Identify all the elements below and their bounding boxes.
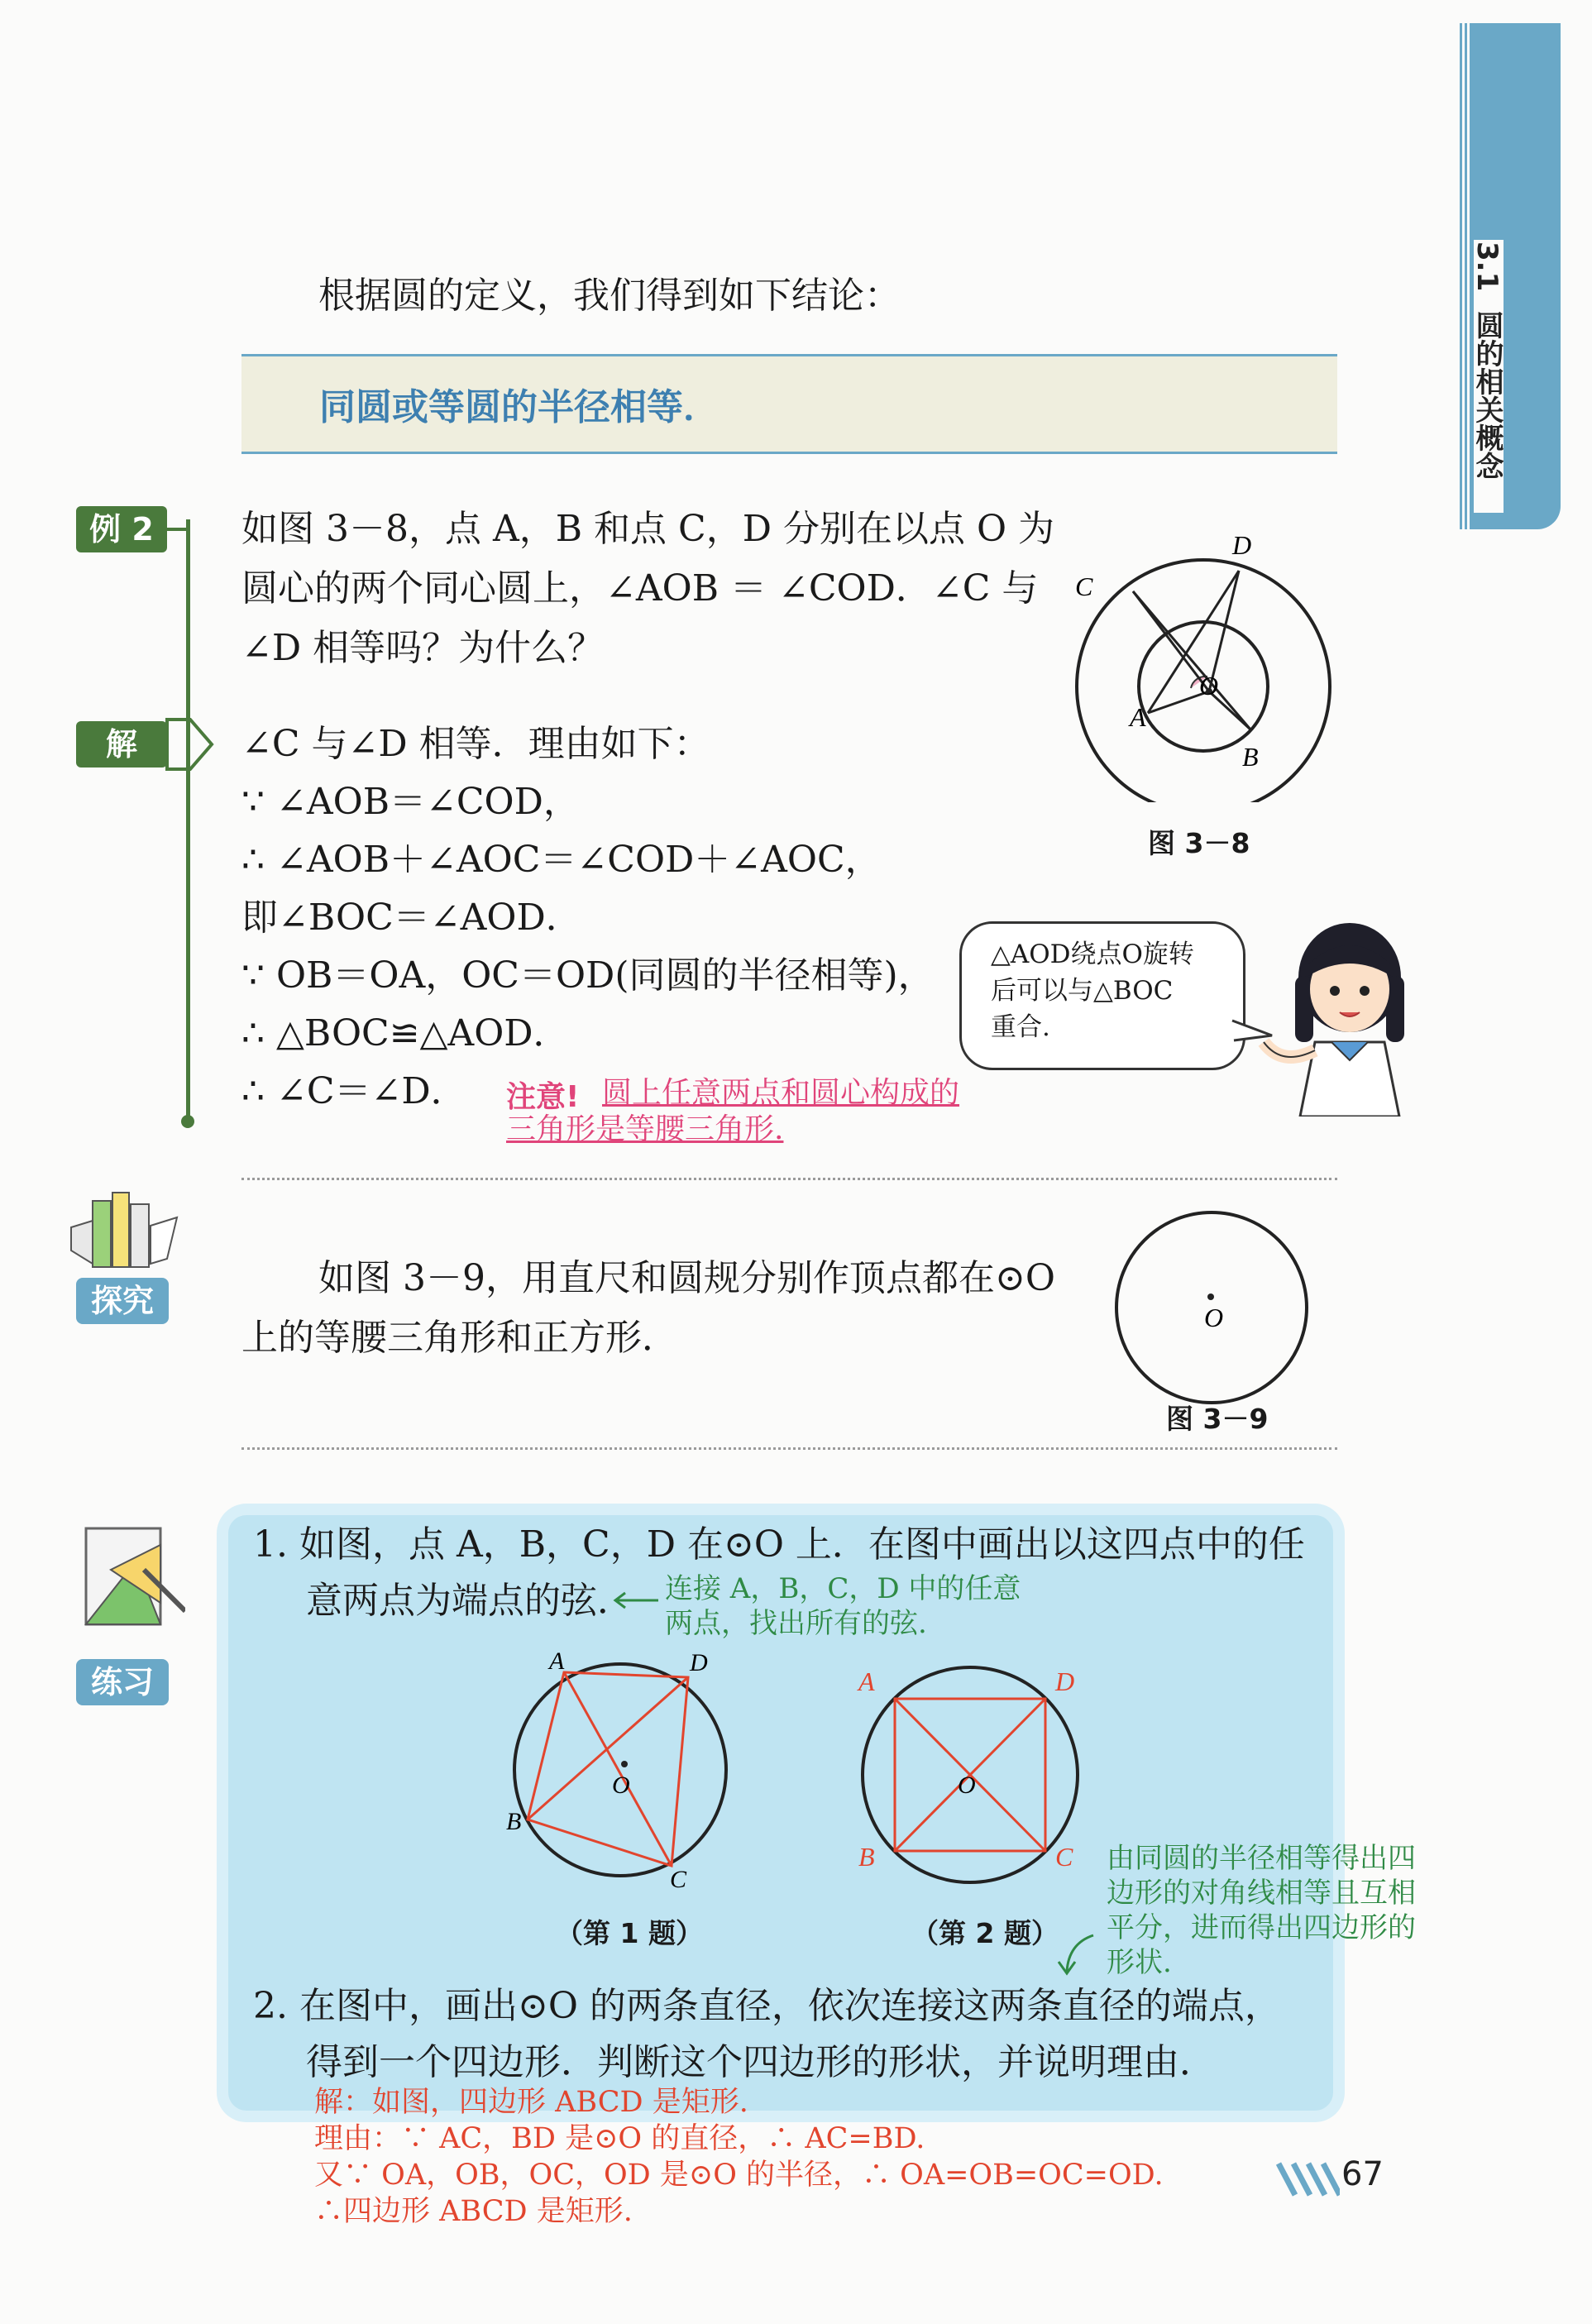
answer-line-3: 又∵ OA，OB，OC，OD 是⊙O 的半径，∴ OA=OB=OC=OD.: [314, 2159, 1164, 2192]
side-hint-arrow-icon: [1052, 1927, 1102, 1977]
solution-line-3: ∴ ∠AOB＋∠AOC＝∠COD＋∠AOC，: [241, 839, 882, 881]
solution-line-4: 即∠BOC＝∠AOD．: [241, 897, 582, 939]
example-vertical-line: [186, 519, 190, 1121]
explore-badge: 探究: [76, 1278, 169, 1324]
separator-2: [241, 1447, 1337, 1450]
q1-line-2: 意两点为端点的弦．: [306, 1580, 633, 1622]
side-hint-line-4: 形状.: [1107, 1946, 1172, 1979]
page-number: 67: [1341, 2155, 1384, 2193]
vertical-line-end-dot: [181, 1115, 194, 1128]
solution-line-2: ∵ ∠AOB＝∠COD，: [241, 781, 580, 823]
fig8-label-a: A: [1130, 702, 1146, 732]
fig8-label-c: C: [1075, 571, 1093, 601]
q2-label-a: A: [858, 1666, 875, 1696]
figure-q1: [496, 1646, 744, 1894]
note-label: 注意!: [506, 1080, 580, 1114]
example-line-1: 如图 3－8，点 A，B 和点 C，D 分别在以点 O 为: [241, 508, 1055, 550]
q1-label-d: D: [690, 1649, 708, 1676]
intro-text: 根据圆的定义，我们得到如下结论：: [318, 275, 901, 317]
separator-1: [241, 1178, 1337, 1180]
explore-line-1: 如图 3－9，用直尺和圆规分别作顶点都在⊙O: [318, 1257, 1055, 1299]
hint-arrow-icon: [612, 1588, 662, 1613]
fig1-caption: （第 1 题）: [556, 1917, 703, 1949]
page-stripes-icon: [1274, 2159, 1340, 2200]
q1-label-b: B: [506, 1808, 522, 1835]
q1-hint-line-2: 两点，找出所有的弦.: [665, 1607, 927, 1640]
q2-label-o: O: [958, 1772, 976, 1799]
solution-line-7: ∴ ∠C＝∠D．: [241, 1070, 467, 1112]
q2-label-d: D: [1055, 1666, 1075, 1696]
figure-q2: [844, 1651, 1108, 1891]
answer-line-4: ∴四边形 ABCD 是矩形.: [314, 2195, 633, 2228]
conclusion-text: 同圆或等圆的半径相等．: [319, 386, 720, 428]
figure-3-8: [1059, 529, 1340, 802]
q1-hint-line-1: 连接 A，B，C，D 中的任意: [665, 1572, 1021, 1605]
bubble-line-1: △AOD绕点O旋转: [991, 940, 1194, 969]
q2-label-b: B: [858, 1842, 875, 1872]
answer-line-2: 理由：∵ AC，BD 是⊙O 的直径，∴ AC=BD.: [314, 2122, 925, 2155]
side-hint-line-2: 边形的对角线相等且互相: [1107, 1877, 1416, 1910]
q2-line-1: 2. 在图中，画出⊙O 的两条直径，依次连接这两条直径的端点，: [253, 1985, 1281, 2027]
side-hint-line-1: 由同圆的半径相等得出四: [1107, 1842, 1416, 1875]
fig2-caption: （第 2 题）: [911, 1917, 1059, 1949]
q2-label-c: C: [1055, 1842, 1073, 1872]
books-icon: [68, 1184, 184, 1275]
q2-line-2: 得到一个四边形．判断这个四边形的形状，并说明理由．: [306, 2041, 1216, 2083]
solution-line-5: ∵ OB＝OA，OC＝OD(同圆的半径相等)，: [241, 954, 935, 997]
example-line-3: ∠D 相等吗？为什么？: [241, 627, 605, 669]
practice-notebook-icon: [61, 1512, 185, 1636]
solution-arrow-icon: [165, 716, 215, 772]
fig8-label-o: O: [1199, 671, 1219, 701]
solution-badge: 解: [76, 721, 167, 767]
q1-label-a: A: [549, 1647, 565, 1675]
badge-connector: [165, 528, 189, 531]
girl-illustration: [1257, 910, 1447, 1117]
example-line-2: 圆心的两个同心圆上，∠AOB ＝ ∠COD．∠C 与: [241, 567, 1039, 610]
side-tab-section: 3.1 圆的相关概念: [1470, 241, 1504, 480]
figure-3-8-caption: 图 3－8: [1148, 827, 1250, 859]
practice-badge: 练习: [76, 1659, 169, 1705]
fig8-label-b: B: [1242, 742, 1259, 772]
figure-3-9: [1108, 1204, 1315, 1411]
example-badge: 例 2: [76, 506, 167, 552]
solution-line-6: ∴ △BOC≌△AOD．: [241, 1012, 570, 1054]
fig8-label-d: D: [1232, 530, 1252, 560]
fig9-label-o: O: [1204, 1303, 1224, 1332]
side-hint-line-3: 平分，进而得出四边形的: [1107, 1911, 1416, 1944]
q1-line-1: 1. 如图，点 A，B，C，D 在⊙O 上．在图中画出以这四点中的任: [253, 1523, 1305, 1566]
note-line-1: 圆上任意两点和圆心构成的: [602, 1076, 960, 1110]
answer-line-1: 解：如图，四边形 ABCD 是矩形.: [314, 2086, 748, 2119]
figure-3-9-caption: 图 3－9: [1166, 1403, 1269, 1435]
explore-line-2: 上的等腰三角形和正方形．: [241, 1317, 678, 1359]
q1-label-o: O: [612, 1772, 630, 1799]
q1-label-c: C: [670, 1866, 687, 1893]
note-line-2: 三角形是等腰三角形.: [506, 1112, 784, 1146]
bubble-line-3: 重合.: [991, 1012, 1050, 1042]
bubble-line-2: 后可以与△BOC: [991, 976, 1174, 1006]
solution-line-1: ∠C 与∠D 相等．理由如下：: [241, 723, 710, 765]
